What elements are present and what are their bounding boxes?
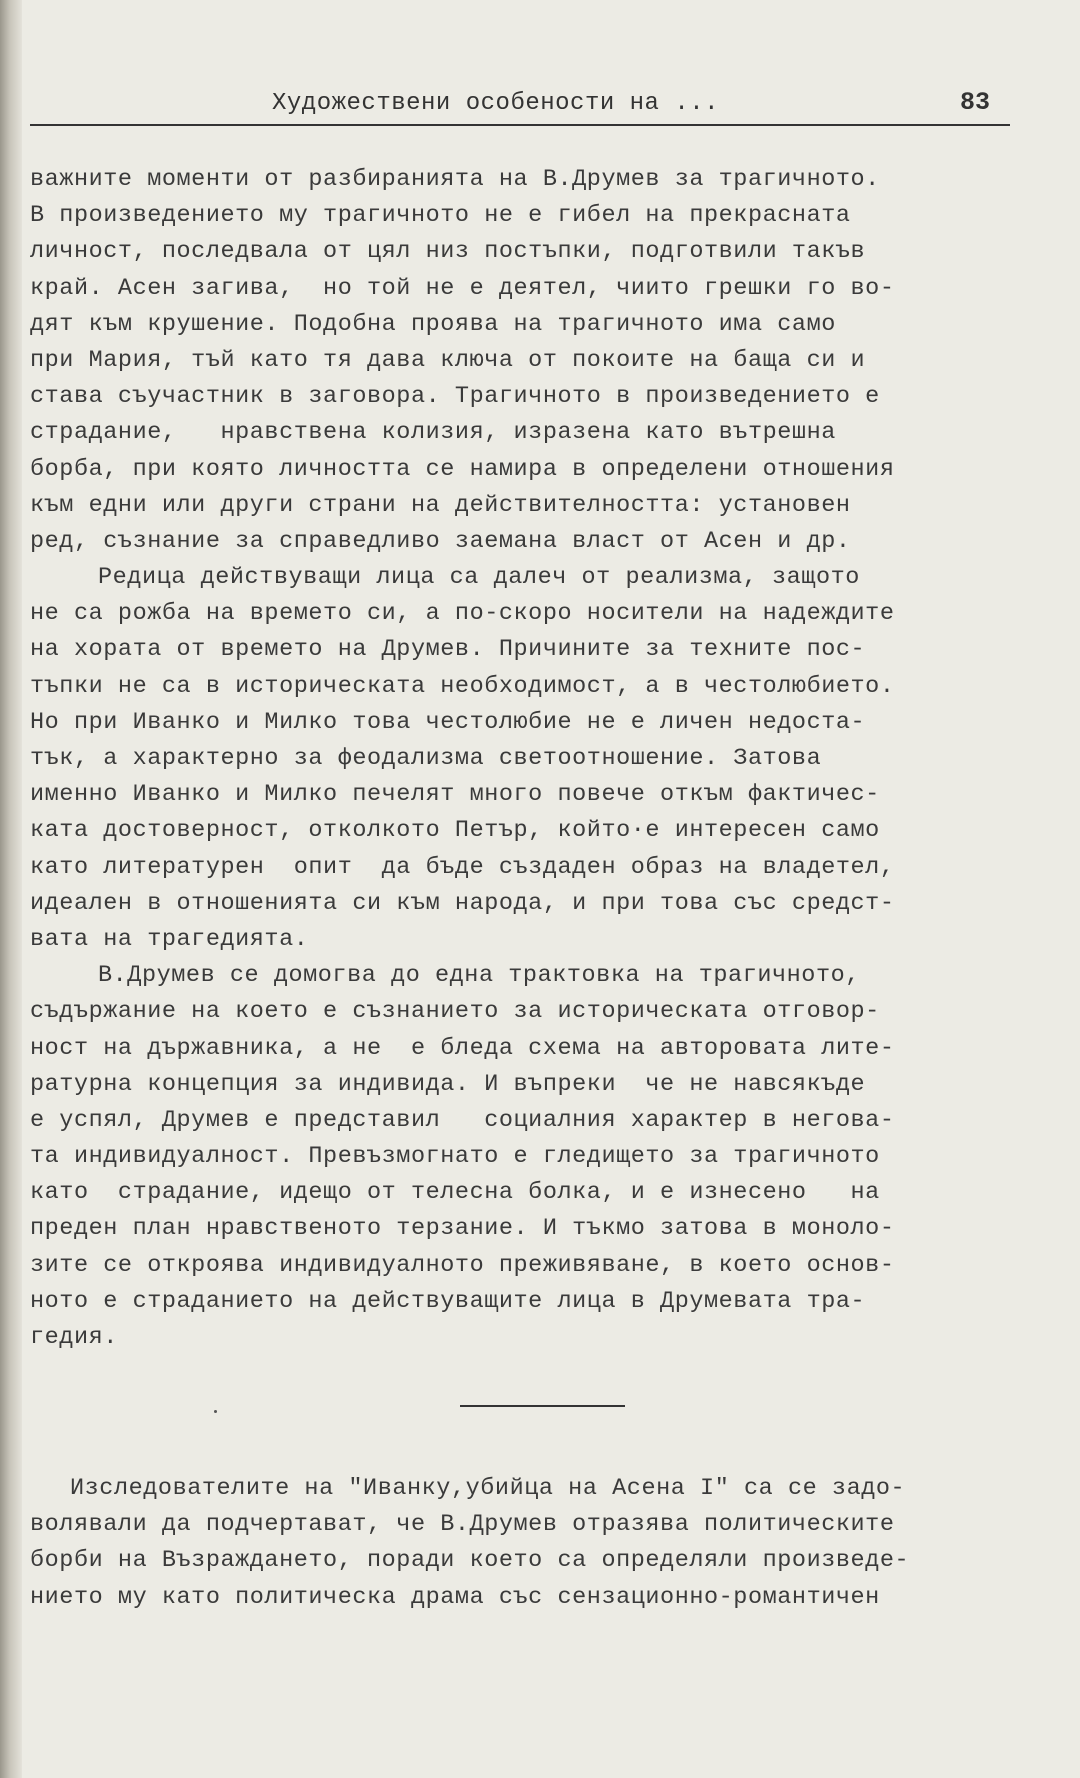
text-line: тък, а характерно за феодализма светоотношение. Затова <box>30 745 822 772</box>
text-line: волявали да подчертават, че В.Друмев отразява политическите <box>30 1511 895 1539</box>
text-line: вата на трагедията. <box>30 925 309 953</box>
text-line: не са рожба на времето си, а по-скоро носители на надеждите <box>30 600 895 628</box>
paragraph-first-line: Редица действуващи лица са далеч от реализма, защото <box>98 564 860 592</box>
text-line: към едни или други страни на действителността: установен <box>30 491 851 519</box>
body-text-section-2 <box>30 1471 1020 1616</box>
text-line: борба, при която личността се намира в определени отношения <box>30 455 895 483</box>
text-line: ката достоверност, отколкото Петър, който·е интересен само <box>30 817 880 845</box>
text-line: Но при Иванко и Милко това честолюбие не е личен недоста- <box>30 708 866 736</box>
paragraph-first-line: В.Друмев се домогва до една трактовка на трагичното, <box>98 962 860 990</box>
text-line: като литературен опит да бъде създаден образ на владетел, <box>30 853 895 881</box>
running-head-title: Художествени особености на ... <box>272 90 720 117</box>
text-line: край. Асен загива, но той не е деятел, чиито грешки го во- <box>30 274 895 302</box>
text-line: ред, съзнание за справедливо заемана власт от Асен и др. <box>30 527 851 555</box>
page-number: 83 <box>959 88 990 117</box>
text-line: борби на Възраждането, поради което са определяли произведе- <box>30 1547 910 1575</box>
text-line: тъпки не са в историческата необходимост, а в честолюбието. <box>30 672 895 700</box>
text-line: именно Иванко и Милко печелят много повече откъм фактичес- <box>30 781 880 809</box>
text-line: е успял, Друмев е представил социалния характер в негова- <box>30 1106 895 1134</box>
text-line: зите се откроява индивидуалното преживяване, в което основ- <box>30 1251 895 1279</box>
running-head <box>30 88 1010 126</box>
text-line: важните моменти от разбиранията на В.Друмев за трагичното. <box>30 166 880 193</box>
text-line: става съучастник в заговора. Трагичното в произведението е <box>30 383 880 411</box>
text-line: ното е страданието на действуващите лица в Друмевата тра- <box>30 1287 866 1315</box>
text-line: като страдание, идещо от телесна болка, и е изнесено на <box>30 1179 880 1207</box>
text-line: дят към крушение. Подобна проява на трагичното има само <box>30 310 836 338</box>
text-line: страдание, нравствена колизия, изразена като вътрешна <box>30 419 836 447</box>
paragraph-first-line: Изследователите на "Иванку,убийца на Асена I" са се задо- <box>70 1475 906 1502</box>
text-line: ност на държавника, а не е бледа схема на авторовата лите- <box>30 1034 895 1062</box>
body-text-section-1 <box>30 162 1020 1356</box>
text-line: идеален в отношенията си към народа, и при това със средст- <box>30 889 895 917</box>
text-line: личност, последвала от цял низ постъпки, подготвили такъв <box>30 238 866 266</box>
text-line: ратурна концепция за индивида. И въпреки че не навсякъде <box>30 1070 866 1098</box>
section-divider <box>460 1405 625 1407</box>
text-line: нието му като политическа драма със сензационно-романтичен <box>30 1583 880 1611</box>
paper-speck <box>214 1410 217 1413</box>
text-line: В произведението му трагичното не е гибел на прекрасната <box>30 202 851 230</box>
text-line: та индивидуалност. Превъзмогнато е гледището за трагичното <box>30 1143 880 1171</box>
text-line: преден план нравственото терзание. И тъкмо затова в моноло- <box>30 1215 895 1243</box>
text-line: при Мария, тъй като тя дава ключа от покоите на баща си и <box>30 346 866 374</box>
text-line: гедия. <box>30 1324 118 1351</box>
text-line: съдържание на което е съзнанието за историческата отговор- <box>30 998 880 1026</box>
text-line: на хората от времето на Друмев. Причините за техните пос- <box>30 636 866 664</box>
